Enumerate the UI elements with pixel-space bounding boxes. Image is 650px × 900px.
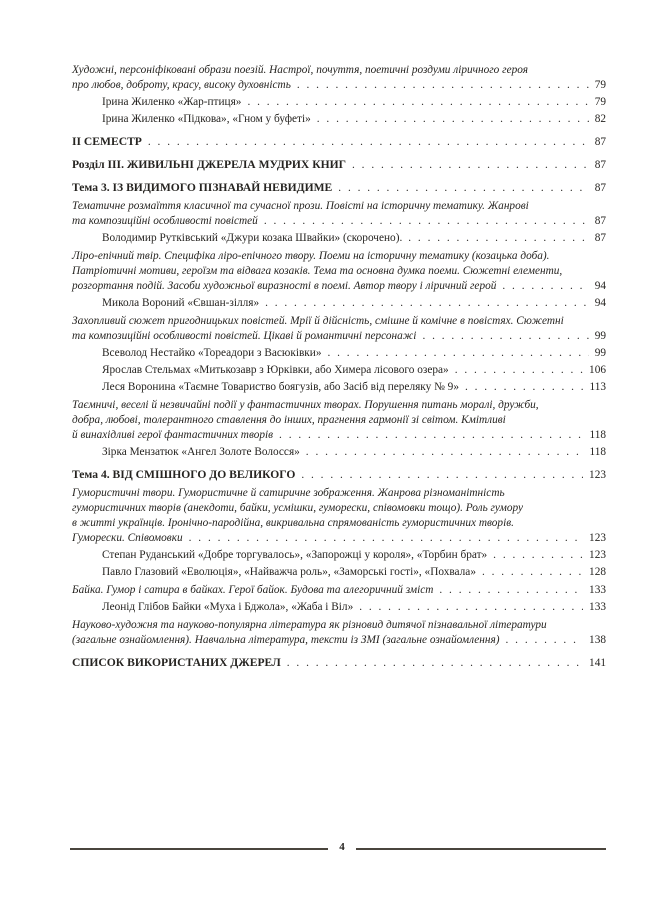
dot-leader (346, 158, 589, 173)
toc-page-number: 87 (594, 159, 606, 171)
dot-leader (476, 565, 583, 580)
toc-entry (72, 199, 606, 229)
toc-page-number: 99 (594, 347, 606, 359)
toc-entry (72, 63, 606, 93)
toc-entry-title: в житті українців. Іронічно-пародійна, викривальна спрямованість гумористичних творів. (72, 517, 514, 529)
toc-entry (72, 486, 606, 546)
toc-entry-row (72, 279, 606, 294)
toc-entry-title: Тематичне розмаїття класичної та сучасної прози. Повісті на історичну тематику. Жанрові (72, 200, 529, 212)
toc-entry-row (72, 214, 606, 229)
toc-entry-title: Науково-художня та науково-популярна література як різновид дитячої пізнавальної літератури (72, 619, 547, 631)
toc-entry-title: Ліро-епічний твір. Специфіка ліро-епічного твору. Поеми на історичну тематику (козацька доба). (72, 250, 550, 262)
toc-entry-title: Зірка Мензатюк «Ангел Золоте Волосся» (102, 446, 300, 458)
toc-entry-row (72, 112, 606, 127)
toc-entry-title: Захопливий сюжет пригодницьких повістей. Мрії й дійсність, смішне й комічне в повістях. Сюжетні (72, 315, 564, 327)
toc-entry-title: Ірина Жиленко «Підкова», «Гном у буфеті» (102, 113, 311, 125)
toc-page-number: 106 (589, 364, 606, 376)
toc-entry (72, 363, 606, 378)
toc-text-line (72, 486, 606, 501)
toc-page-number: 138 (589, 634, 606, 646)
toc-entry-title: Всеволод Нестайко «Тореадори з Васюківки» (102, 347, 322, 359)
toc-text-line (72, 264, 606, 279)
dot-leader (142, 135, 589, 150)
toc-entry-row (72, 78, 606, 93)
toc-entry (72, 134, 606, 150)
toc-entry-row (72, 329, 606, 344)
toc-text-line (72, 249, 606, 264)
toc-entry-row (72, 565, 606, 580)
toc-entry-title: Патріотичні мотиви, героїзм та відвага козаків. Тема та основна думка поеми. Сюжетні елементи, (72, 265, 563, 277)
toc-entry-title: про любов, доброту, красу, високу духовність (72, 79, 291, 91)
dot-leader (183, 531, 583, 546)
page-number: 4 (339, 841, 345, 853)
page-footer (0, 840, 650, 856)
dot-leader (332, 181, 588, 196)
toc-page-number: 133 (589, 601, 606, 613)
toc-entry-row (72, 180, 606, 196)
toc-entry-title: та композиційні особливості повістей. Цікаві й романтичні персонажі (72, 330, 417, 342)
dot-leader (402, 231, 588, 246)
toc-page-number: 94 (594, 280, 606, 292)
toc-page-number: 123 (589, 549, 606, 561)
toc-page-number: 118 (589, 446, 606, 458)
toc-entry-row (72, 157, 606, 173)
toc-entry-row (72, 380, 606, 395)
toc-entry-title: Байка. Гумор і сатира в байках. Герої байок. Будова та алегоричний зміст (72, 584, 434, 596)
toc-entry-title: Розділ ІІІ. ЖИВИЛЬНІ ДЖЕРЕЛА МУДРИХ КНИГ (72, 158, 347, 171)
toc-entry-title: Таємничі, веселі й незвичайні події у фантастичних творах. Порушення питань моралі, дружби, (72, 399, 539, 411)
toc-page-number: 141 (589, 657, 606, 669)
toc-entry (72, 231, 606, 246)
toc-entry-title: Ірина Жиленко «Жар-птиця» (102, 96, 242, 108)
toc-entry-row (72, 95, 606, 110)
toc-entry-title: Леся Воронина «Таємне Товариство боягузів, або Засіб від переляку № 9» (102, 381, 459, 393)
toc-entry-row (72, 548, 606, 563)
toc-entry (72, 583, 606, 598)
toc-entry (72, 180, 606, 196)
toc-text-line (72, 413, 606, 428)
toc-entry-row (72, 445, 606, 460)
toc-text-line (72, 501, 606, 516)
toc-entry-title: (загальне ознайомлення). Навчальна література, тексти із ЗМІ (загальне ознайомлення) (72, 634, 500, 646)
dot-leader (291, 78, 589, 93)
dot-leader (259, 296, 589, 311)
toc-entry (72, 548, 606, 563)
toc-entry-title: Художні, персоніфіковані образи поезій. Настрої, почуття, поетичні роздуми ліричного героя (72, 64, 528, 76)
footer-rule-right (356, 848, 606, 850)
toc-entry (72, 445, 606, 460)
dot-leader (500, 633, 584, 648)
toc-page-number: 94 (594, 297, 606, 309)
toc-page-number: 123 (589, 532, 606, 544)
toc-entry-title: та композиційні особливості повістей (72, 215, 258, 227)
toc-entry-title: Степан Руданський «Добре торгувалось», «Запорожці у короля», «Торбин брат» (102, 549, 488, 561)
toc-entry (72, 618, 606, 648)
toc-entry-title: Тема 3. ІЗ ВИДИМОГО ПІЗНАВАЙ НЕВИДИМЕ (72, 181, 333, 194)
dot-leader (433, 583, 583, 598)
toc-page-number: 79 (594, 79, 606, 91)
toc-text-line (72, 63, 606, 78)
toc-page-number: 87 (594, 136, 606, 148)
toc-entry-row (72, 231, 606, 246)
toc-page-number: 82 (594, 113, 606, 125)
dot-leader (295, 468, 583, 483)
dot-leader (416, 329, 588, 344)
toc-entry-row (72, 467, 606, 483)
dot-leader (241, 95, 588, 110)
toc-entry (72, 346, 606, 361)
toc-entry (72, 314, 606, 344)
toc-entry-title: гумористичних творів (анекдоти, байки, усмішки, гуморески, співомовки тощо). Роль гумору (72, 502, 524, 514)
footer-rule-left (70, 848, 328, 850)
toc-entry (72, 249, 606, 294)
toc-entry-row (72, 363, 606, 378)
table-of-contents (72, 60, 606, 671)
toc-page-number: 123 (589, 469, 606, 481)
toc-entry (72, 467, 606, 483)
toc-entry-row (72, 428, 606, 443)
toc-entry-title: Леонід Глібов Байки «Муха і Бджола», «Жаба і Віл» (102, 601, 354, 613)
toc-entry (72, 95, 606, 110)
toc-page-number: 87 (594, 232, 606, 244)
toc-entry-title: Ярослав Стельмах «Митькозавр з Юрківки, або Химера лісового озера» (102, 364, 449, 376)
toc-entry (72, 296, 606, 311)
toc-entry (72, 112, 606, 127)
dot-leader (300, 445, 584, 460)
toc-entry-title: ІІ СЕМЕСТР (72, 135, 142, 148)
toc-entry-title: Павло Глазовий «Еволюція», «Найважча роль», «Заморські гості», «Похвала» (102, 566, 476, 578)
dot-leader (311, 112, 589, 127)
toc-entry-title: Гумористичні твори. Гумористичне й сатиричне зображення. Жанрова різноманітність (72, 487, 505, 499)
toc-entry-row (72, 531, 606, 546)
toc-entry-row (72, 583, 606, 598)
toc-page-number: 79 (594, 96, 606, 108)
toc-entry-title: Тема 4. ВІД СМІШНОГО ДО ВЕЛИКОГО (72, 468, 296, 481)
dot-leader (322, 346, 589, 361)
toc-entry (72, 655, 606, 671)
toc-entry-title: й винахідливі герої фантастичних творів (72, 429, 274, 441)
toc-page-number: 99 (594, 330, 606, 342)
dot-leader (353, 600, 583, 615)
toc-entry-title: Микола Вороний «Євшан-зілля» (102, 297, 260, 309)
toc-entry (72, 600, 606, 615)
toc-entry-row (72, 600, 606, 615)
dot-leader (258, 214, 589, 229)
toc-entry (72, 380, 606, 395)
toc-entry-row (72, 296, 606, 311)
toc-page-number: 113 (589, 381, 606, 393)
dot-leader (273, 428, 583, 443)
toc-page-number: 87 (594, 182, 606, 194)
toc-text-line (72, 618, 606, 633)
toc-text-line (72, 516, 606, 531)
dot-leader (281, 656, 583, 671)
dot-leader (487, 548, 583, 563)
toc-entry-title: Володимир Рутківський «Джури козака Швайки» (скорочено). (102, 232, 403, 244)
toc-text-line (72, 314, 606, 329)
toc-entry (72, 157, 606, 173)
toc-entry-title: добра, любові, толерантного ставлення до інших, прагнення гармонії зі світом. Кмітливі (72, 414, 506, 426)
toc-page-number: 87 (594, 215, 606, 227)
toc-page-number: 133 (589, 584, 606, 596)
dot-leader (459, 380, 583, 395)
toc-entry-title: Гуморески. Співомовки (72, 532, 183, 544)
toc-entry-row (72, 346, 606, 361)
dot-leader (496, 279, 588, 294)
toc-page-number: 118 (589, 429, 606, 441)
toc-page-number: 128 (589, 566, 606, 578)
toc-text-line (72, 398, 606, 413)
toc-entry (72, 565, 606, 580)
toc-entry (72, 398, 606, 443)
toc-text-line (72, 199, 606, 214)
toc-entry-title: розгортання подій. Засоби художньої виразності в поемі. Автор твору і ліричний герой (72, 280, 497, 292)
toc-entry-row (72, 134, 606, 150)
toc-entry-row (72, 633, 606, 648)
toc-entry-row (72, 655, 606, 671)
dot-leader (449, 363, 583, 378)
toc-entry-title: СПИСОК ВИКОРИСТАНИХ ДЖЕРЕЛ (72, 656, 281, 669)
